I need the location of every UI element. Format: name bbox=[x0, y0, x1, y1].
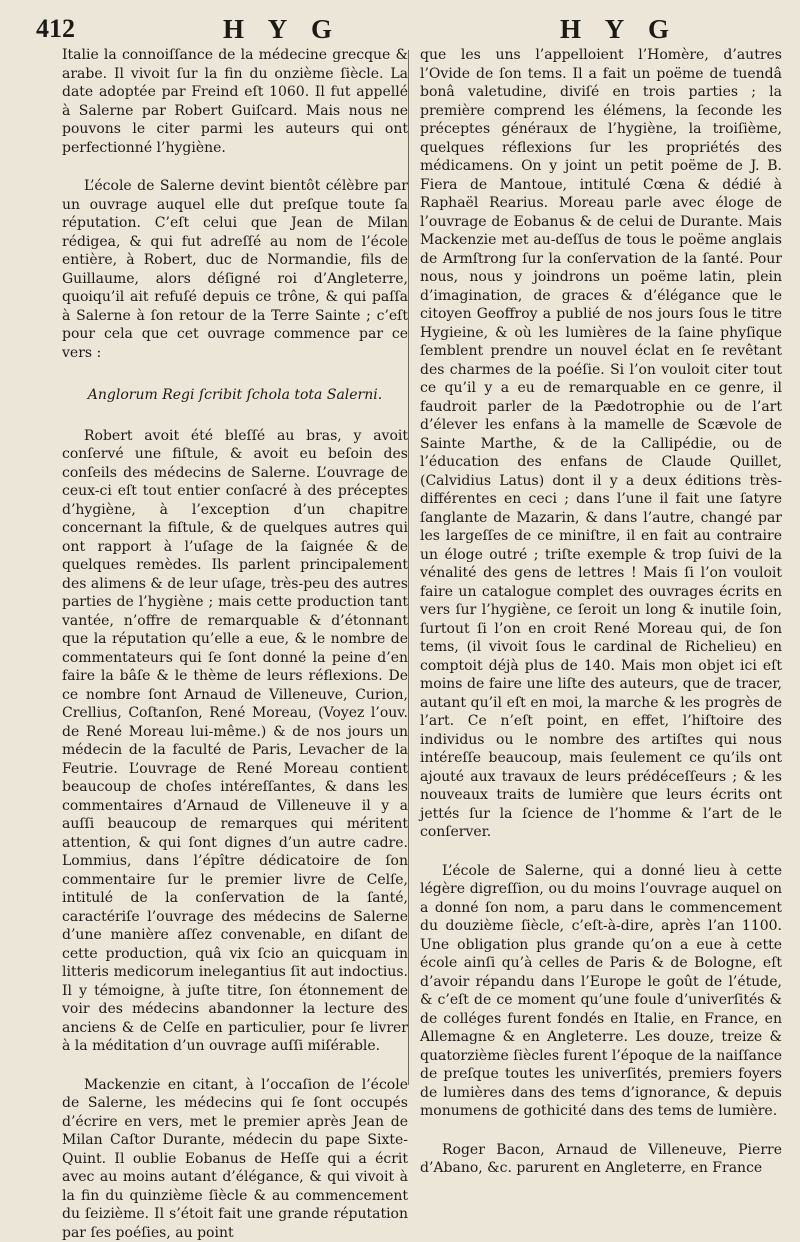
running-head-left: H Y G bbox=[223, 14, 341, 45]
left-paragraph-2: L’école de Salerne devint bientôt célèbre par un ouvrage auquel elle dut preſque toute ſa réputation. C’eſt celui que Jean de Milan rédigea, & qui fut adreſſé au nom de l’école entière, à Robert, duc de Normandie, fils de Guillaume, alors déſigné roi d’Angleterre, quoiqu’il ait refuſé depuis ce trône, & qui paſſa à Salerne à ſon retour de la Terre Sainte ; c’eſt pour cela que cet ouvrage commence par ce vers : bbox=[62, 177, 408, 362]
left-paragraph-1: Italie la connoiſſance de la médecine grecque & arabe. Il vivoit ſur la fin du onzième ſiècle. La date adoptée par Freind eſt 1060. Il fut appellé à Salerne par Robert Guiſcard. Mais nous ne pouvons le citer parmi les auteurs qui ont perfectionné l’hygiène. bbox=[62, 46, 408, 157]
column-divider bbox=[408, 50, 409, 1085]
latin-verse: Anglorum Regi ſcribit ſchola tota Salerni. bbox=[62, 386, 408, 405]
running-head-right: H Y G bbox=[560, 14, 678, 45]
page-number: 412 bbox=[36, 14, 75, 44]
page-header bbox=[28, 14, 770, 48]
right-paragraph-1: que les uns l’appelloient l’Homère, d’autres l’Ovide de ſon tems. Il a fait un poëme de tuendâ bonâ valetudine, diviſé en trois parties ; la première comprend les élémens, la ſeconde les préceptes généraux de l’hygiène, la troiſième, quelques réflexions ſur les propriétés des médicamens. On y joint un petit poëme de J. B. Fiera de Mantoue, intitulé Cœna & dédié à Raphaël Rearius. Moreau parle avec éloge de l’ouvrage de Eobanus & de celui de Durante. Mais Mackenzie met au-deſſus de tous le poëme anglais de Armſtrong ſur la conſervation de la ſanté. Pour nous, nous y joindrons un poëme latin, plein d’imagination, de graces & d’élégance que le citoyen Geoffroy a publié de nos jours ſous le titre Hygieine, & où les lumières de la ſaine phyſique ſemblent prendre un nouvel éclat en ſe revêtant des charmes de la poéſie. Si l’on vouloit citer tout ce qu’il y a eu de remarquable en ce genre, il faudroit parler de la Pædotrophie ou de l’art d’élever les enfans à la mamelle de Scævole de Sainte Marthe, & de la Callipédie, ou de l’éducation des enfans de Claude Quillet, (Calvidius Latus) dont il y a deux éditions très-différentes en ceci ; dans l’une il fait une ſatyre ſanglante de Mazarin, & dans l’autre, changé par les largeſſes de ce miniſtre, il en fait au contraire un éloge outré ; triſte exemple & trop ſuivi de la vénalité des gens de lettres ! Mais ſi l’on vouloit faire un catalogue complet des ouvrages écrits en vers ſur l’hygiène, ce ſeroit un long & inutile ſoin, ſurtout ſi l’on en croit René Moreau qui, de ſon tems, (il vivoit ſous le cardinal de Richelieu) en comptoit déjà plus de 140. Mais mon objet ici eſt moins de faire une liſte des auteurs, que de tracer, autant qu’il eſt en moi, la marche & les progrès de l’art. Ce n’eſt point, en effet, l’hiſtoire des individus ou le nombre des artiſtes qui nous intéreſſe beaucoup, mais ſeulement ce qu’ils ont ajouté aux travaux de leurs prédéceſſeurs ; & les nouveaux traits de lumière que leurs écrits ont jettés ſur la ſcience de l’homme & l’art de le conſerver. bbox=[420, 46, 782, 842]
left-paragraph-4: Mackenzie en citant, à l’occaſion de l’école de Salerne, les médecins qui ſe ſont occupés d’écrire en vers, met le premier après Jean de Milan Caſtor Durante, médecin du pape Sixte-Quint. Il oublie Eobanus de Heſſe qui a écrit avec au moins autant d’élégance, & qui vivoit à la fin du quinzième ſiècle & au commencement du ſeizième. Il s’étoit fait une grande réputation par ſes poéſies, au point bbox=[62, 1076, 408, 1242]
right-paragraph-3: Roger Bacon, Arnaud de Villeneuve, Pierre d’Abano, &c. parurent en Angleterre, en France bbox=[420, 1141, 782, 1178]
left-column bbox=[62, 46, 408, 1086]
right-paragraph-2: L’école de Salerne, qui a donné lieu à cette légère digreſſion, ou du moins l’ouvrage auquel on a donné ſon nom, a paru dans le commencement du douzième ſiècle, c’eſt-à-dire, après l’an 1100. Une obligation plus grande qu’on a eue à cette école ainſi qu’à celles de Paris & de Bologne, eſt d’avoir répandu dans l’Europe le goût de l’étude, & c’eſt de ce moment qu’une foule d’univerſités & de colléges furent fondés en Italie, en France, en Allemagne & en Angleterre. Les douze, treize & quatorzième ſiècles furent l’époque de la naiſſance de preſque toutes les univerſités, premiers foyers de lumières dans des tems d’ignorance, & depuis monumens de gothicité dans des tems de lumière. bbox=[420, 862, 782, 1121]
right-column bbox=[420, 46, 782, 1086]
left-paragraph-3: Robert avoit été bleſſé au bras, y avoit conſervé une fiſtule, & avoit eu beſoin des conſeils des médecins de Salerne. L’ouvrage de ceux-ci eſt tout entier conſacré à des préceptes d’hygiène, à l’exception d’un chapitre concernant la fiſtule, & de quelques autres qui ont rapport à l’uſage de la ſaignée & de quelques remèdes. Ils parlent principalement des alimens & de leur uſage, très-peu des autres parties de l’hygiène ; mais cette production tant vantée, n’offre de remarquable & d’étonnant que la réputation qu’elle a eue, & le nombre de commentateurs qui ſe ſont donné la peine d’en faire la bâſe & le thème de leurs réflexions. De ce nombre ſont Arnaud de Villeneuve, Curion, Crellius, Coſtanſon, René Moreau, (Voyez l’ouv. de René Moreau lui-même.) & de nos jours un médecin de la faculté de Paris, Levacher de la Feutrie. L’ouvrage de René Moreau contient beaucoup de choſes intéreſſantes, & dans les commentaires d’Arnaud de Villeneuve il y a auſſi beaucoup de remarques qui méritent attention, & qui ſont dignes d’un autre cadre. Lommius, dans l’épître dédicatoire de ſon commentaire ſur le premier livre de Celſe, intitulé de la conſervation de la ſanté, caractériſe l’ouvrage des médecins de Salerne d’une manière aſſez convenable, en diſant de cette production, quâ vix ſcio an quicquam in litteris medicorum inelegantius ſit aut indoctius. Il y témoigne, à juſte titre, ſon étonnement de voir des médecins abandonner la lecture des anciens & de Celſe en particulier, pour ſe livrer à la méditation d’un ouvrage auſſi miſérable. bbox=[62, 427, 408, 1056]
